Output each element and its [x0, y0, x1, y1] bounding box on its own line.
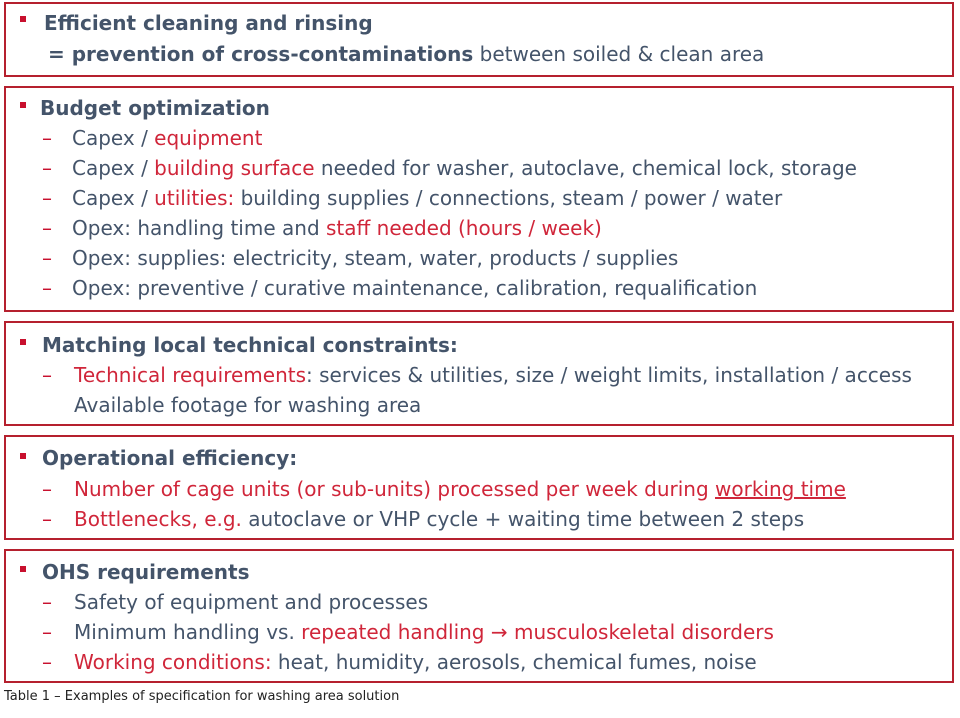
bullet-icon: [20, 566, 26, 572]
dash-icon: –: [42, 477, 52, 501]
item-text: Capex /: [72, 126, 155, 150]
item-text: Minimum handling vs.: [74, 620, 302, 644]
item-text-rest: autoclave or VHP cycle + waiting time between 2 steps: [241, 507, 805, 531]
item-highlight: staff needed (hours / week): [326, 216, 602, 240]
list-item: [74, 506, 804, 532]
dash-icon: –: [42, 276, 52, 300]
dash-icon: –: [42, 590, 52, 614]
dash-icon: –: [42, 126, 52, 150]
dash-icon: –: [42, 507, 52, 531]
item-highlight: building surface: [154, 156, 315, 180]
dash-icon: –: [42, 156, 52, 180]
list-item: [72, 155, 857, 181]
dash-icon: –: [42, 620, 52, 644]
item-text-rest: needed for washer, autoclave, chemical lock, storage: [314, 156, 857, 180]
item-text: Opex: preventive / curative maintenance, calibration, requalification: [72, 276, 758, 300]
list-item: [72, 245, 678, 271]
item-underlined: working time: [715, 477, 846, 501]
item-text: Capex /: [72, 186, 155, 210]
list-item: [72, 275, 757, 301]
bullet-icon: [20, 16, 26, 22]
item-highlight: equipment: [154, 126, 263, 150]
list-item: [74, 649, 757, 675]
dash-icon: –: [42, 216, 52, 240]
item-highlight: repeated handling → musculoskeletal disorders: [301, 620, 774, 644]
bullet-icon: [20, 102, 26, 108]
heading-ohs-requirements: OHS requirements: [42, 560, 250, 584]
item-text-rest: : services & utilities, size / weight limits, installation / access: [306, 363, 912, 387]
box-efficient-cleaning: [4, 2, 954, 77]
item-highlight: utilities:: [154, 186, 235, 210]
item-text: Opex: handling time and: [72, 216, 326, 240]
subline-rest: between soiled & clean area: [473, 42, 765, 66]
list-item: [72, 185, 782, 211]
box-ohs-requirements: [4, 549, 954, 683]
item-text: Opex: supplies: electricity, steam, water, products / supplies: [72, 246, 679, 270]
dash-icon: –: [42, 186, 52, 210]
list-item: [74, 619, 774, 645]
item-highlight: Number of cage units (or sub-units) processed per week during: [74, 477, 716, 501]
list-item: Available footage for washing area: [74, 393, 422, 417]
bullet-icon: [20, 453, 26, 459]
list-item: [74, 362, 912, 388]
item-highlight: Working conditions:: [74, 650, 272, 674]
list-item: [72, 125, 262, 151]
item-text-rest: heat, humidity, aerosols, chemical fumes, noise: [271, 650, 757, 674]
box-budget-optimization: [4, 86, 954, 312]
box-technical-constraints: [4, 321, 954, 426]
dash-icon: –: [42, 363, 52, 387]
heading-operational-efficiency: Operational efficiency:: [42, 446, 298, 470]
item-text-rest: building supplies / connections, steam / power / water: [234, 186, 783, 210]
heading-technical-constraints: Matching local technical constraints:: [42, 333, 458, 357]
heading-efficient-cleaning: Efficient cleaning and rinsing: [44, 11, 373, 35]
list-item: [72, 215, 602, 241]
list-item: [74, 476, 846, 502]
dash-icon: –: [42, 246, 52, 270]
subline-bold: = prevention of cross-contaminations: [48, 42, 474, 66]
item-highlight: Technical requirements: [74, 363, 307, 387]
item-text: Capex /: [72, 156, 155, 180]
efficient-cleaning-subline: [48, 41, 764, 67]
list-item: Safety of equipment and processes: [74, 590, 429, 614]
item-highlight: Bottlenecks, e.g.: [74, 507, 242, 531]
table-caption: Table 1 – Examples of specification for washing area solution: [4, 689, 400, 704]
heading-budget-optimization: Budget optimization: [40, 96, 270, 120]
box-operational-efficiency: [4, 435, 954, 540]
dash-icon: –: [42, 650, 52, 674]
bullet-icon: [20, 339, 26, 345]
